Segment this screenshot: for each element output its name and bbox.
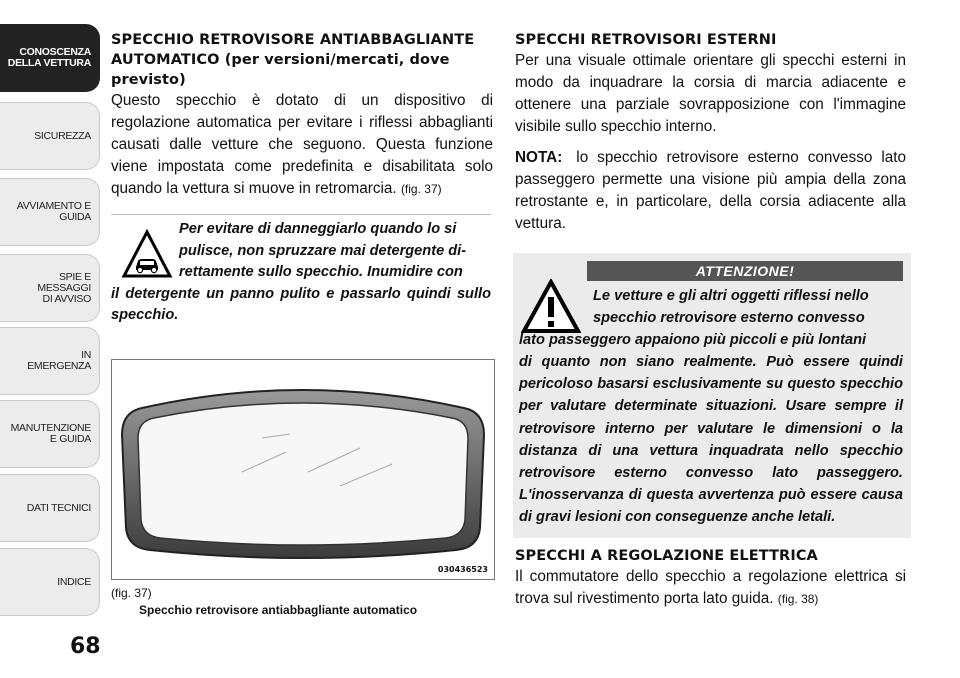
figure-reference: (fig. 37): [400, 182, 442, 196]
figure-37: [111, 359, 495, 580]
tab-manutenzione[interactable]: [0, 400, 100, 468]
figure-caption: Specchio retrovisore antiabbagliante automatico: [139, 603, 418, 617]
warning-text: il detergente un panno pulito e passarlo quindi sullo specchio.: [111, 285, 491, 323]
body-text-content: Il commutatore dello specchio a regolazione elettrica si trova sul rivestimento porta lato guida.: [515, 568, 906, 608]
body-text: [515, 566, 906, 610]
attention-title: ATTENZIONE!: [587, 261, 903, 281]
tab-emergenza[interactable]: [0, 327, 100, 395]
car-warning-icon: [121, 229, 173, 281]
tab-dati-tecnici[interactable]: [0, 474, 100, 542]
tab-sicurezza[interactable]: [0, 102, 100, 170]
tab-label: INDICE: [57, 575, 91, 588]
tab-label: SICUREZZA: [34, 129, 91, 142]
warning-line: pulisce, non spruzzare mai detergente di-: [179, 242, 467, 259]
warning-triangle-icon: [521, 279, 581, 335]
section-heading: SPECCHI A REGOLAZIONE ELETTRICA: [515, 548, 818, 565]
warning-note: [111, 214, 491, 327]
rearview-mirror-illustration: [112, 360, 494, 579]
attention-text: di quanto non siano realmente. Può essere quindi pericoloso basarsi esclusivamente su questo specchio per valutare determinate situazioni. Usare sempre il retrovisore interno per valutare le dimensioni o la distanza di una vettura inquadrata nello specchio retrovisore esterno convesso lato passeggero. L'inosservanza di questa avvertenza può essere causa di gravi lesioni con conseguenze anche letali.: [519, 354, 903, 525]
figure-code: 030436523: [437, 565, 488, 574]
tab-avviamento[interactable]: [0, 178, 100, 246]
attention-line: Le vetture e gli altri oggetti riflessi nello: [593, 288, 869, 304]
section-heading: SPECCHI RETROVISORI ESTERNI: [515, 32, 777, 48]
attention-line: lato passeggero appaiono più piccoli e più lontani: [519, 332, 867, 349]
tab-label: AVVIAMENTO E GUIDA: [16, 200, 91, 223]
figure-label: (fig. 37): [111, 586, 152, 600]
page-number: 68: [70, 634, 101, 659]
attention-line: specchio retrovisore esterno convesso: [593, 310, 865, 327]
body-text-content: Questo specchio è dotato di un dispositivo di regolazione automatica per evitare i riflessi abbaglianti causati dalle vetture che seguono. Questa funzione viene impostata come predefinita e disabilitata solo quando la vettura si muove in retromarcia.: [111, 92, 493, 197]
right-column: [515, 30, 906, 610]
warning-line: Per evitare di danneggiarlo quando lo si: [179, 221, 457, 237]
section-heading: SPECCHIO RETROVISORE ANTIABBAGLIANTE AUTOMATICO (per versioni/mercati, dove previsto): [111, 32, 475, 88]
body-text: [111, 90, 493, 200]
figure-reference: (fig. 38): [777, 592, 819, 607]
tab-indice[interactable]: [0, 548, 100, 616]
tab-label: DATI TECNICI: [26, 501, 91, 514]
body-text: Per una visuale ottimale orientare gli specchi esterni in modo da inquadrare la corsia di marcia adiacente e ottenere una parziale sovrapposizione con l'immagine visibile sullo specchio interno.: [515, 52, 906, 135]
tab-spie[interactable]: [0, 254, 100, 322]
tab-label: MANUTENZIONE E GUIDA: [10, 422, 91, 445]
attention-box: [513, 253, 911, 538]
nota-paragraph: [515, 147, 906, 235]
tab-label: CONOSCENZA DELLA VETTURA: [7, 46, 91, 69]
warning-line: rettamente sullo specchio. Inumidire con: [179, 264, 463, 280]
tab-label: SPIE E MESSAGGI DI AVVISO: [37, 270, 91, 305]
nota-text: lo specchio retrovisore esterno convesso lato passeggero permette una visione più ampia della zona retrostante e, in particolare, della corsia adiacente alla vettura.: [515, 149, 906, 232]
left-column: [111, 30, 493, 327]
tab-label: IN EMERGENZA: [27, 349, 91, 372]
tab-conoscenza[interactable]: [0, 24, 100, 92]
nota-label: NOTA:: [515, 149, 563, 166]
